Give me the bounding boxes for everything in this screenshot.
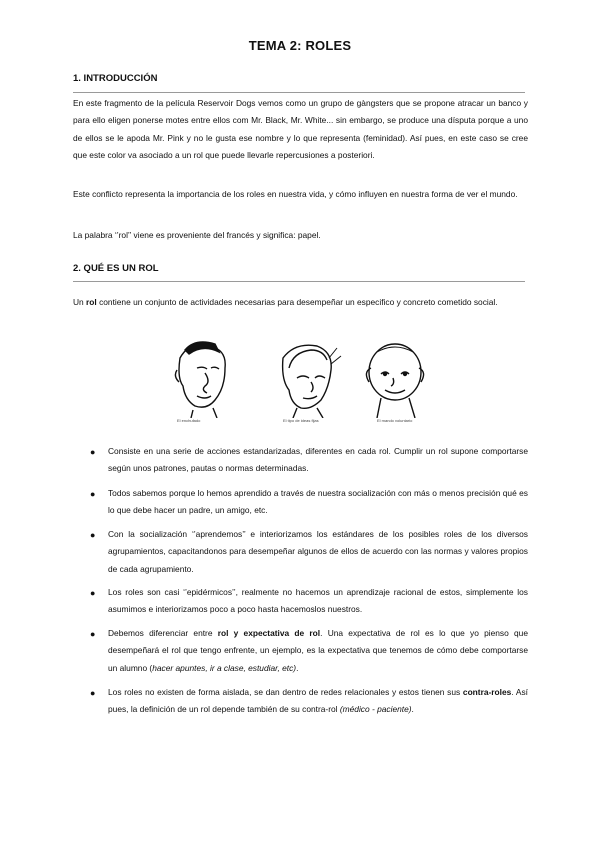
bullet-marker: ● xyxy=(90,588,96,598)
caricature-face-2 xyxy=(283,345,341,418)
bullet-item-3: Con la socialización ‘’aprendemos’’ e interiorizamos los estándares de los posibles roles de los diversos agrupamientos, capacitandonos para desempeñar algunos de ellos de acuerdo con las normas y valores propios de cada agrupamiento. xyxy=(108,529,528,574)
bullet-marker: ● xyxy=(90,688,96,698)
figure-caption-2: El tipo de ideas fijas xyxy=(283,418,319,423)
intro-paragraph-3: La palabra ‘’rol’’ viene es proveniente del francés y significa: papel. xyxy=(73,230,321,240)
intro-paragraph-2: Este conflicto representa la importancia de los roles en nuestra vida, y cómo influyen en nuestra forma de ver el mundo. xyxy=(73,189,518,199)
bullet-marker: ● xyxy=(90,530,96,540)
bullet-item-6: Los roles no existen de forma aislada, se dan dentro de redes relacionales y estos tienen sus contra-roles. Así pues, la definición de un rol depende también de su contra-rol (médico - paciente). xyxy=(108,687,528,715)
caricatures-illustration xyxy=(155,338,455,418)
page-title: TEMA 2: ROLES xyxy=(248,38,352,53)
bullet-item-1: Consiste en una serie de acciones estandarizadas, diferentes en cada rol. Cumplir un rol supone comportarse según unos patrones, pautas o normas determinadas. xyxy=(108,446,528,474)
bullet-marker: ● xyxy=(90,447,96,457)
bullet-marker: ● xyxy=(90,489,96,499)
section-heading-que-es-un-rol: 2. QUÉ ES UN ROL xyxy=(73,263,159,274)
caricatures-figure xyxy=(155,338,455,438)
bullet-item-2: Todos sabemos porque lo hemos aprendido a través de nuestra socialización con más o menos precisión qué es lo que debe hacer un padre, un amigo, etc. xyxy=(108,488,528,516)
section-divider xyxy=(73,281,525,282)
section-divider xyxy=(73,92,525,93)
bullet-item-4: Los roles son casi ‘’epidérmicos’’, realmente no hacemos un aprendizaje racional de estos, simplemente los asumimos e interiorizamos poco a poco hasta hacemoslos nuestros. xyxy=(108,587,528,615)
figure-caption-3: El mando voluntario xyxy=(377,418,413,423)
caricature-face-1 xyxy=(175,342,225,418)
figure-caption-1: El enchufado xyxy=(177,418,201,423)
intro-paragraph-1: En este fragmento de la película Reservoir Dogs vemos como un grupo de gàngsters que se propone atracar un banco y para ello eligen ponerse motes entre ellos com Mr. Black, Mr. White... sin embargo, se produce una dísputa porque a uno de ellos se le apoda Mr. Pink y no le gusta ese nombre y lo que representa (feminidad). Así pues, en este caso se cree que este color va asociado a un rol que puede llevarle repercusiones a posteriori. xyxy=(73,98,528,160)
caricature-face-3 xyxy=(366,344,423,418)
bullet-marker: ● xyxy=(90,629,96,639)
section-heading-introduccion: 1. INTRODUCCIÓN xyxy=(73,73,158,84)
bullet-item-5: Debemos diferenciar entre rol y expectativa de rol. Una expectativa de rol es lo que yo pienso que desempeñará el rol que tengo enfrente, un ejemplo, es la expectativa que tenemos de cómo debe comportarse un alumno (hacer apuntes, ir a clase, estudiar, etc). xyxy=(108,628,528,673)
rol-definition-paragraph: Un rol contiene un conjunto de actividades necesarias para desempeñar un especifico y concreto cometido social. xyxy=(73,297,498,307)
